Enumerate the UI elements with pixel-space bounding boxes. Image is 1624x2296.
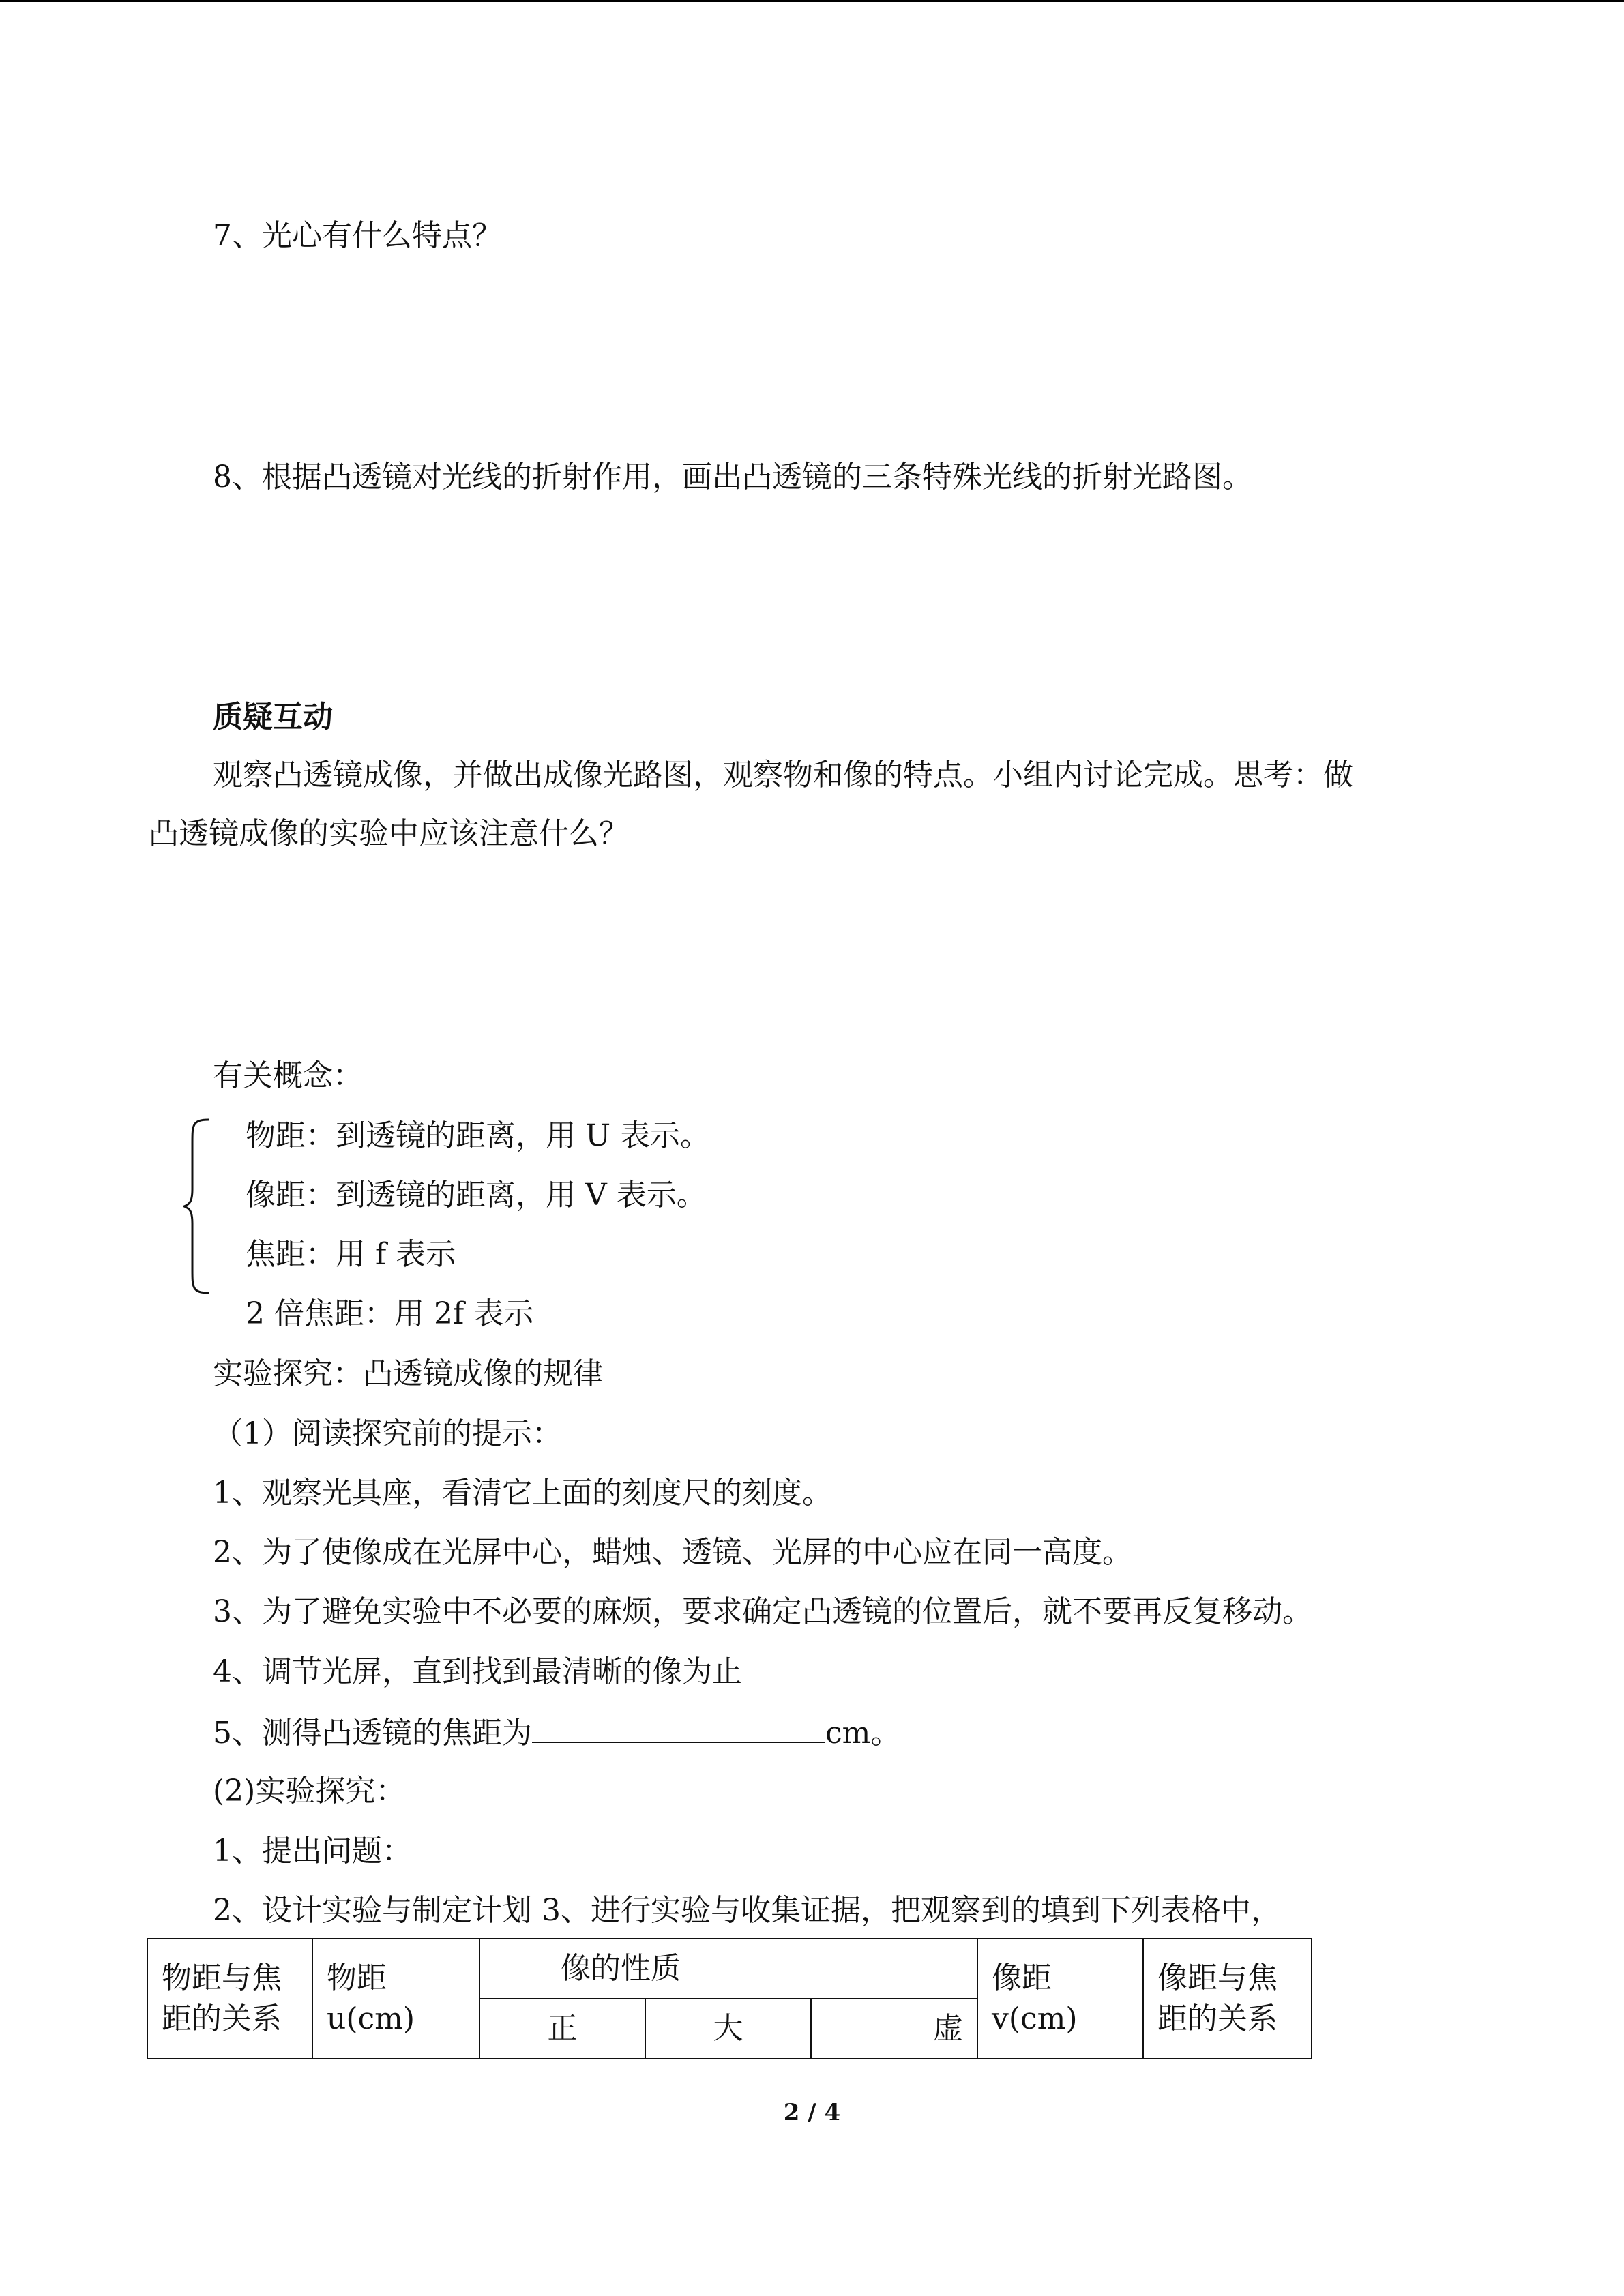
question-7: 7、光心有什么特点？ — [213, 218, 502, 253]
left-brace-icon — [183, 1118, 210, 1294]
header-upright: 正 — [479, 1999, 645, 2059]
focal-length-blank[interactable] — [532, 1712, 825, 1743]
paragraph-line-2: 凸透镜成像的实验中应该注意什么？ — [149, 816, 629, 851]
explore-title: (2)实验探究： — [213, 1774, 406, 1808]
step-1: 1、提出问题： — [213, 1834, 412, 1868]
tip-3: 3、为了避免实验中不必要的麻烦，要求确定凸透镜的位置后，就不要再反复移动。 — [213, 1594, 1312, 1629]
concept-focal-length: 焦距：用 f 表示 — [246, 1237, 456, 1272]
concept-image-distance: 像距：到透镜的距离，用 V 表示。 — [246, 1178, 707, 1212]
concept-double-focal: 2 倍焦距：用 2f 表示 — [246, 1296, 534, 1331]
focal-prefix: 5、测得凸透镜的焦距为 — [213, 1716, 532, 1750]
focal-suffix: cm。 — [825, 1716, 901, 1750]
header-magnified: 大 — [645, 1999, 811, 2059]
top-border-line — [0, 0, 1624, 2]
tip-2: 2、为了使像成在光屏中心，蜡烛、透镜、光屏的中心应在同一高度。 — [213, 1535, 1132, 1570]
header-image-distance: 像距 v(cm) — [977, 1939, 1143, 2059]
header-image-properties: 像的性质 — [479, 1939, 977, 1999]
tips-title: （1）阅读探究前的提示： — [213, 1416, 562, 1451]
tip-1: 1、观察光具座，看清它上面的刻度尺的刻度。 — [213, 1476, 832, 1510]
question-8: 8、根据凸透镜对光线的折射作用，画出凸透镜的三条特殊光线的折射光路图。 — [213, 460, 1252, 494]
concepts-title: 有关概念： — [213, 1058, 363, 1093]
experiment-title: 实验探究：凸透镜成像的规律 — [213, 1356, 603, 1391]
paragraph-line-1: 观察凸透镜成像，并做出成像光路图，观察物和像的特点。小组内讨论完成。思考：做 — [213, 758, 1353, 792]
header-object-distance: 物距 u(cm) — [312, 1939, 479, 2059]
tip-4: 4、调节光屏，直到找到最清晰的像为止 — [213, 1654, 742, 1689]
section-heading: 质疑互动 — [213, 700, 333, 734]
page-number: 2 / 4 — [783, 2099, 841, 2126]
step-2: 2、设计实验与制定计划 3、进行实验与收集证据，把观察到的填到下列表格中， — [213, 1893, 1281, 1928]
concept-object-distance: 物距：到透镜的距离，用 U 表示。 — [246, 1118, 711, 1153]
header-image-focal-relation: 像距与焦 距的关系 — [1143, 1939, 1312, 2059]
experiment-table — [147, 1938, 1312, 2059]
header-virtual: 虚 — [811, 1999, 977, 2059]
tip-5-focal-length — [213, 1712, 900, 1754]
header-object-focal-relation: 物距与焦 距的关系 — [147, 1939, 312, 2059]
